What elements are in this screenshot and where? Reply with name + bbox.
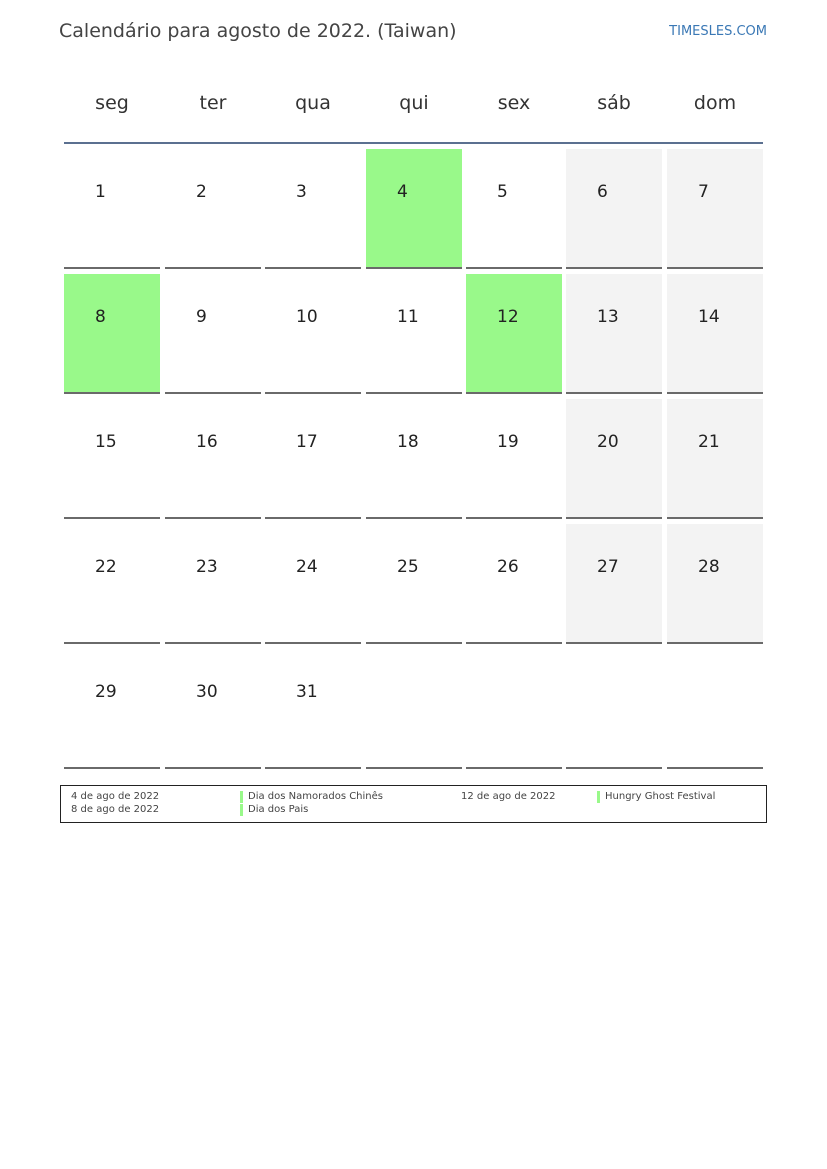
- header-divider: [64, 142, 763, 144]
- day-cell: [265, 649, 361, 769]
- day-number: 21: [698, 432, 720, 452]
- weekday-header: [64, 72, 763, 142]
- day-number: 13: [597, 307, 619, 327]
- day-cell: [566, 399, 662, 519]
- holiday-name: Dia dos Pais: [248, 804, 309, 815]
- day-number: 3: [296, 182, 307, 202]
- weekday-label: qua: [295, 92, 331, 114]
- day-number: 25: [397, 557, 419, 577]
- day-cell: [165, 649, 261, 769]
- day-number: 27: [597, 557, 619, 577]
- day-cell: [667, 399, 763, 519]
- calendar-grid: [64, 149, 763, 770]
- weekday-label: seg: [95, 92, 129, 114]
- day-number: 24: [296, 557, 318, 577]
- day-cell: [265, 274, 361, 394]
- day-cell: [64, 274, 160, 394]
- weekday-label: sáb: [597, 92, 631, 114]
- day-cell: [265, 149, 361, 269]
- day-number: 8: [95, 307, 106, 327]
- day-cell: [667, 149, 763, 269]
- day-number: 2: [196, 182, 207, 202]
- day-number: 9: [196, 307, 207, 327]
- day-cell: [64, 524, 160, 644]
- day-cell: [366, 274, 462, 394]
- holiday-name: Dia dos Namorados Chinês: [248, 791, 383, 802]
- holiday-name: Hungry Ghost Festival: [605, 791, 716, 802]
- empty-day-cell: [466, 649, 562, 769]
- page-title: Calendário para agosto de 2022. (Taiwan): [59, 20, 457, 42]
- day-number: 6: [597, 182, 608, 202]
- day-number: 5: [497, 182, 508, 202]
- day-number: 16: [196, 432, 218, 452]
- holiday-legend: [60, 785, 767, 823]
- day-number: 28: [698, 557, 720, 577]
- day-cell: [667, 274, 763, 394]
- day-cell: [366, 399, 462, 519]
- day-number: 29: [95, 682, 117, 702]
- day-number: 19: [497, 432, 519, 452]
- day-cell: [366, 524, 462, 644]
- brand-link[interactable]: TIMESLES.COM: [669, 24, 767, 39]
- day-cell: [366, 149, 462, 269]
- day-cell: [466, 399, 562, 519]
- day-cell: [64, 149, 160, 269]
- day-number: 11: [397, 307, 419, 327]
- day-number: 1: [95, 182, 106, 202]
- day-number: 14: [698, 307, 720, 327]
- weekday-label: ter: [199, 92, 227, 114]
- day-cell: [165, 274, 261, 394]
- day-cell: [265, 524, 361, 644]
- day-number: 7: [698, 182, 709, 202]
- day-number: 17: [296, 432, 318, 452]
- day-cell: [265, 399, 361, 519]
- day-number: 15: [95, 432, 117, 452]
- day-cell: [466, 149, 562, 269]
- day-number: 30: [196, 682, 218, 702]
- day-number: 26: [497, 557, 519, 577]
- day-cell: [667, 524, 763, 644]
- empty-day-cell: [366, 649, 462, 769]
- day-cell: [165, 149, 261, 269]
- day-cell: [64, 649, 160, 769]
- day-number: 23: [196, 557, 218, 577]
- holiday-color-mark: [597, 791, 600, 803]
- day-cell: [64, 399, 160, 519]
- day-cell: [566, 149, 662, 269]
- day-number: 4: [397, 182, 408, 202]
- day-number: 20: [597, 432, 619, 452]
- day-cell: [165, 524, 261, 644]
- day-cell: [566, 524, 662, 644]
- weekday-label: dom: [693, 92, 737, 114]
- holiday-date: 8 de ago de 2022: [71, 804, 160, 815]
- holiday-color-mark: [240, 791, 243, 803]
- day-number: 22: [95, 557, 117, 577]
- holiday-date: 4 de ago de 2022: [71, 791, 160, 802]
- holiday-color-mark: [240, 804, 243, 816]
- empty-day-cell: [667, 649, 763, 769]
- day-cell: [165, 399, 261, 519]
- weekday-label: qui: [399, 92, 429, 114]
- day-cell: [466, 524, 562, 644]
- day-number: 10: [296, 307, 318, 327]
- day-cell: [466, 274, 562, 394]
- day-number: 18: [397, 432, 419, 452]
- day-number: 12: [497, 307, 519, 327]
- holiday-date: 12 de ago de 2022: [461, 791, 556, 802]
- day-cell: [566, 274, 662, 394]
- weekday-label: sex: [497, 92, 531, 114]
- day-number: 31: [296, 682, 318, 702]
- empty-day-cell: [566, 649, 662, 769]
